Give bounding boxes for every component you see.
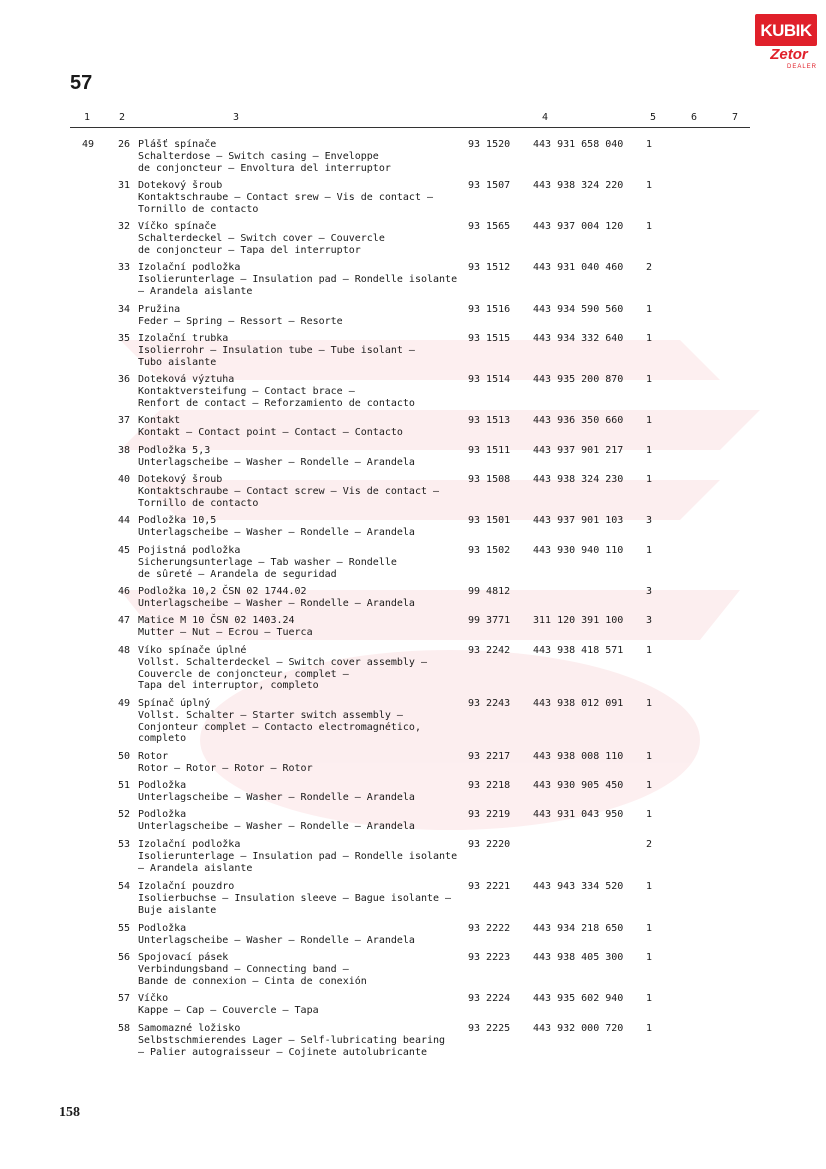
part-description [138, 221, 385, 256]
part-name-translation: Couvercle de conjoncteur, complet — [138, 668, 349, 680]
part-description [138, 615, 313, 639]
part-name-czech: Samomazné ložisko [138, 1023, 241, 1034]
position-number: 35 [117, 333, 130, 344]
part-number: 443 935 602 940 [533, 993, 624, 1004]
part-number: 443 937 901 103 [533, 515, 624, 526]
part-number: 311 120 391 100 [533, 615, 624, 626]
catalog-code: 93 1516 [468, 304, 511, 315]
part-description [138, 304, 343, 328]
catalog-code: 93 1502 [468, 545, 511, 556]
part-name-translation: Selbstschmierendes Lager — Self-lubricating bearing [138, 1034, 446, 1046]
part-name-czech: Víčko [138, 993, 169, 1004]
part-number: 443 937 901 217 [533, 445, 624, 456]
part-name-czech: Dotekový šroub [138, 180, 223, 191]
part-name-czech: Spojovací pásek [138, 952, 229, 963]
position-number: 57 [117, 993, 130, 1004]
part-number: 443 934 332 640 [533, 333, 624, 344]
position-number: 33 [117, 262, 130, 273]
quantity: 1 [646, 333, 653, 344]
part-number: 443 938 418 571 [533, 645, 624, 656]
part-name-czech: Pojistná podložka [138, 545, 241, 556]
column-header-6: 6 [691, 112, 698, 123]
catalog-code: 93 1501 [468, 515, 511, 526]
part-description [138, 645, 427, 692]
logo-dealer-text: DEALER [786, 64, 817, 70]
catalog-code: 93 1520 [468, 139, 511, 150]
part-name-translation: Sicherungsunterlage — Tab washer — Rondelle [138, 556, 397, 568]
part-description [138, 952, 367, 987]
part-number: 443 932 000 720 [533, 1023, 624, 1034]
part-name-translation: Mutter — Nut — Ecrou — Tuerca [138, 626, 313, 638]
column-header-2: 2 [119, 112, 126, 123]
part-name-translation: Unterlagscheibe — Washer — Rondelle — Arandela [138, 820, 415, 832]
part-name-czech: Izolační podložka [138, 839, 241, 850]
position-number: 55 [117, 923, 130, 934]
quantity: 1 [646, 952, 653, 963]
part-name-czech: Podložka 10,5 [138, 515, 217, 526]
part-number: 443 934 218 650 [533, 923, 624, 934]
part-name-translation: Tubo aislante [138, 356, 217, 368]
part-name-translation: Schalterdeckel — Switch cover — Couvercle [138, 232, 385, 244]
catalog-code: 93 2218 [468, 780, 511, 791]
catalog-code: 93 2223 [468, 952, 511, 963]
part-number: 443 931 043 950 [533, 809, 624, 820]
part-description [138, 698, 421, 745]
position-number: 53 [117, 839, 130, 850]
column-header-5: 5 [650, 112, 657, 123]
part-name-translation: Rotor — Rotor — Rotor — Rotor [138, 762, 313, 774]
column-header-4: 4 [542, 112, 549, 123]
quantity: 1 [646, 221, 653, 232]
part-name-translation: Kappe — Cap — Couvercle — Tapa [138, 1004, 319, 1016]
part-name-translation: Isolierunterlage — Insulation pad — Rondelle isolante [138, 273, 458, 285]
quantity: 1 [646, 881, 653, 892]
page-number: 57 [70, 72, 93, 94]
position-number: 40 [117, 474, 130, 485]
part-name-czech: Podložka 10,2 ČSN 02 1744.02 [138, 586, 307, 597]
part-number: 443 938 012 091 [533, 698, 624, 709]
quantity: 1 [646, 809, 653, 820]
catalog-code: 93 2242 [468, 645, 511, 656]
position-number: 26 [117, 139, 130, 150]
quantity: 1 [646, 304, 653, 315]
part-number: 443 937 004 120 [533, 221, 624, 232]
quantity: 2 [646, 262, 653, 273]
position-number: 52 [117, 809, 130, 820]
part-description [138, 180, 433, 215]
catalog-code: 93 2243 [468, 698, 511, 709]
footer-page-number: 158 [59, 1105, 80, 1120]
part-number: 443 938 008 110 [533, 751, 624, 762]
part-name-czech: Dotekový šroub [138, 474, 223, 485]
catalog-code: 93 2219 [468, 809, 511, 820]
part-name-translation: Tornillo de contacto [138, 497, 259, 509]
part-number: 443 934 590 560 [533, 304, 624, 315]
part-name-czech: Doteková výztuha [138, 374, 235, 385]
position-number: 37 [117, 415, 130, 426]
part-number: 443 943 334 520 [533, 881, 624, 892]
part-name-translation: Feder — Spring — Ressort — Resorte [138, 315, 343, 327]
part-name-translation: Isolierrohr — Insulation tube — Tube isolant — [138, 344, 415, 356]
part-name-translation: Unterlagscheibe — Washer — Rondelle — Arandela [138, 456, 415, 468]
part-description [138, 474, 439, 509]
part-number: 443 938 405 300 [533, 952, 624, 963]
position-number: 36 [117, 374, 130, 385]
catalog-code: 93 2225 [468, 1023, 511, 1034]
part-name-czech: Podložka [138, 809, 187, 820]
part-name-translation: — Arandela aislante [138, 285, 253, 297]
column-header-7: 7 [732, 112, 739, 123]
position-number: 45 [117, 545, 130, 556]
part-name-translation: Tapa del interruptor, completo [138, 680, 319, 692]
part-name-translation: Kontaktschraube — Contact srew — Vis de contact — [138, 191, 434, 203]
part-number: 443 935 200 870 [533, 374, 624, 385]
quantity: 1 [646, 751, 653, 762]
quantity: 1 [646, 645, 653, 656]
column-header-1: 1 [84, 112, 91, 123]
quantity: 1 [646, 180, 653, 191]
position-number: 34 [117, 304, 130, 315]
part-name-czech: Spínač úplný [138, 698, 211, 709]
part-description [138, 586, 415, 610]
part-name-translation: Vollst. Schalterdeckel — Switch cover assembly — [138, 656, 427, 668]
position-number: 50 [117, 751, 130, 762]
part-description [138, 780, 415, 804]
part-name-czech: Podložka 5,3 [138, 445, 211, 456]
part-name-translation: Verbindungsband — Connecting band — [138, 963, 349, 975]
position-number: 32 [117, 221, 130, 232]
part-description [138, 809, 415, 833]
kubik-zetor-logo [755, 14, 817, 72]
part-name-czech: Izolační trubka [138, 333, 229, 344]
quantity: 1 [646, 1023, 653, 1034]
part-description [138, 751, 313, 775]
logo-zetor-wordmark: Zetor [770, 46, 808, 63]
catalog-code: 99 4812 [468, 586, 511, 597]
part-name-czech: Víko spínače úplné [138, 645, 247, 656]
catalog-code: 93 1508 [468, 474, 511, 485]
part-name-translation: Conjonteur complet — Contacto electromagnético, [138, 721, 421, 733]
quantity: 1 [646, 698, 653, 709]
catalog-code: 93 2221 [468, 881, 511, 892]
quantity: 1 [646, 993, 653, 1004]
catalog-code: 93 1512 [468, 262, 511, 273]
position-number: 31 [117, 180, 130, 191]
part-description [138, 374, 415, 409]
catalog-code: 93 2220 [468, 839, 511, 850]
quantity: 1 [646, 445, 653, 456]
part-description [138, 881, 451, 916]
part-name-translation: Isolierbuchse — Insulation sleeve — Bague isolante — [138, 892, 452, 904]
part-name-translation: Kontaktschraube — Contact screw — Vis de contact — [138, 485, 440, 497]
position-number: 54 [117, 881, 130, 892]
position-number: 38 [117, 445, 130, 456]
part-name-translation: Tornillo de contacto [138, 203, 259, 215]
part-name-translation: Vollst. Schalter — Starter switch assembly — [138, 709, 403, 721]
part-name-translation: Buje aislante [138, 904, 217, 916]
part-name-czech: Podložka [138, 780, 187, 791]
position-number: 47 [117, 615, 130, 626]
part-name-translation: Kontaktversteifung — Contact brace — [138, 385, 355, 397]
part-name-czech: Podložka [138, 923, 187, 934]
part-description [138, 445, 415, 469]
quantity: 1 [646, 545, 653, 556]
position-number: 49 [117, 698, 130, 709]
part-description [138, 545, 397, 580]
part-description [138, 1023, 445, 1058]
part-name-translation: Isolierunterlage — Insulation pad — Rondelle isolante [138, 850, 458, 862]
part-name-translation: Renfort de contact — Reforzamiento de contacto [138, 397, 415, 409]
part-number: 443 938 324 220 [533, 180, 624, 191]
quantity: 2 [646, 839, 653, 850]
catalog-code: 93 1514 [468, 374, 511, 385]
part-number: 443 931 040 460 [533, 262, 624, 273]
quantity: 1 [646, 139, 653, 150]
quantity: 3 [646, 615, 653, 626]
part-name-czech: Víčko spínače [138, 221, 217, 232]
position-number: 56 [117, 952, 130, 963]
part-name-czech: Matice M 10 ČSN 02 1403.24 [138, 615, 295, 626]
part-name-translation: completo [138, 733, 187, 745]
logo-kubik-badge: KUBIK [755, 14, 817, 46]
quantity: 3 [646, 515, 653, 526]
quantity: 3 [646, 586, 653, 597]
part-name-translation: — Arandela aislante [138, 862, 253, 874]
catalog-code: 93 1565 [468, 221, 511, 232]
quantity: 1 [646, 415, 653, 426]
quantity: 1 [646, 923, 653, 934]
part-name-czech: Izolační podložka [138, 262, 241, 273]
position-number: 48 [117, 645, 130, 656]
catalog-code: 93 2217 [468, 751, 511, 762]
part-name-translation: Unterlagscheibe — Washer — Rondelle — Arandela [138, 597, 415, 609]
part-name-czech: Izolační pouzdro [138, 881, 235, 892]
part-description [138, 262, 457, 297]
part-name-czech: Pružina [138, 304, 181, 315]
part-number: 443 930 905 450 [533, 780, 624, 791]
part-name-translation: de conjoncteur — Envoltura del interruptor [138, 162, 391, 174]
position-number: 58 [117, 1023, 130, 1034]
figure-number: 49 [82, 139, 95, 150]
part-name-translation: Kontakt — Contact point — Contact — Contacto [138, 426, 403, 438]
catalog-code: 93 1507 [468, 180, 511, 191]
part-name-translation: Unterlagscheibe — Washer — Rondelle — Arandela [138, 791, 415, 803]
part-description [138, 515, 415, 539]
part-number: 443 930 940 110 [533, 545, 624, 556]
part-description [138, 993, 319, 1017]
part-number: 443 931 658 040 [533, 139, 624, 150]
catalog-code: 99 3771 [468, 615, 511, 626]
part-name-translation: Unterlagscheibe — Washer — Rondelle — Arandela [138, 526, 415, 538]
position-number: 46 [117, 586, 130, 597]
position-number: 44 [117, 515, 130, 526]
part-name-translation: de sûreté — Arandela de seguridad [138, 568, 337, 580]
part-description [138, 839, 457, 874]
part-name-czech: Rotor [138, 751, 169, 762]
part-description [138, 139, 391, 174]
catalog-code: 93 2224 [468, 993, 511, 1004]
part-name-translation: de conjoncteur — Tapa del interruptor [138, 244, 361, 256]
position-number: 51 [117, 780, 130, 791]
catalog-code: 93 2222 [468, 923, 511, 934]
part-description [138, 333, 415, 368]
part-name-translation: Bande de connexion — Cinta de conexión [138, 975, 367, 987]
quantity: 1 [646, 374, 653, 385]
catalog-code: 93 1513 [468, 415, 511, 426]
part-name-translation: — Palier autograisseur — Cojinete autolubricante [138, 1046, 427, 1058]
part-description [138, 415, 403, 439]
part-number: 443 938 324 230 [533, 474, 624, 485]
quantity: 1 [646, 780, 653, 791]
part-name-czech: Plášť spínače [138, 139, 217, 150]
column-header-3: 3 [233, 112, 240, 123]
catalog-code: 93 1515 [468, 333, 511, 344]
quantity: 1 [646, 474, 653, 485]
part-name-czech: Kontakt [138, 415, 181, 426]
catalog-code: 93 1511 [468, 445, 511, 456]
part-name-translation: Unterlagscheibe — Washer — Rondelle — Arandela [138, 934, 415, 946]
part-name-translation: Schalterdose — Switch casing — Enveloppe [138, 150, 379, 162]
part-description [138, 923, 415, 947]
part-number: 443 936 350 660 [533, 415, 624, 426]
